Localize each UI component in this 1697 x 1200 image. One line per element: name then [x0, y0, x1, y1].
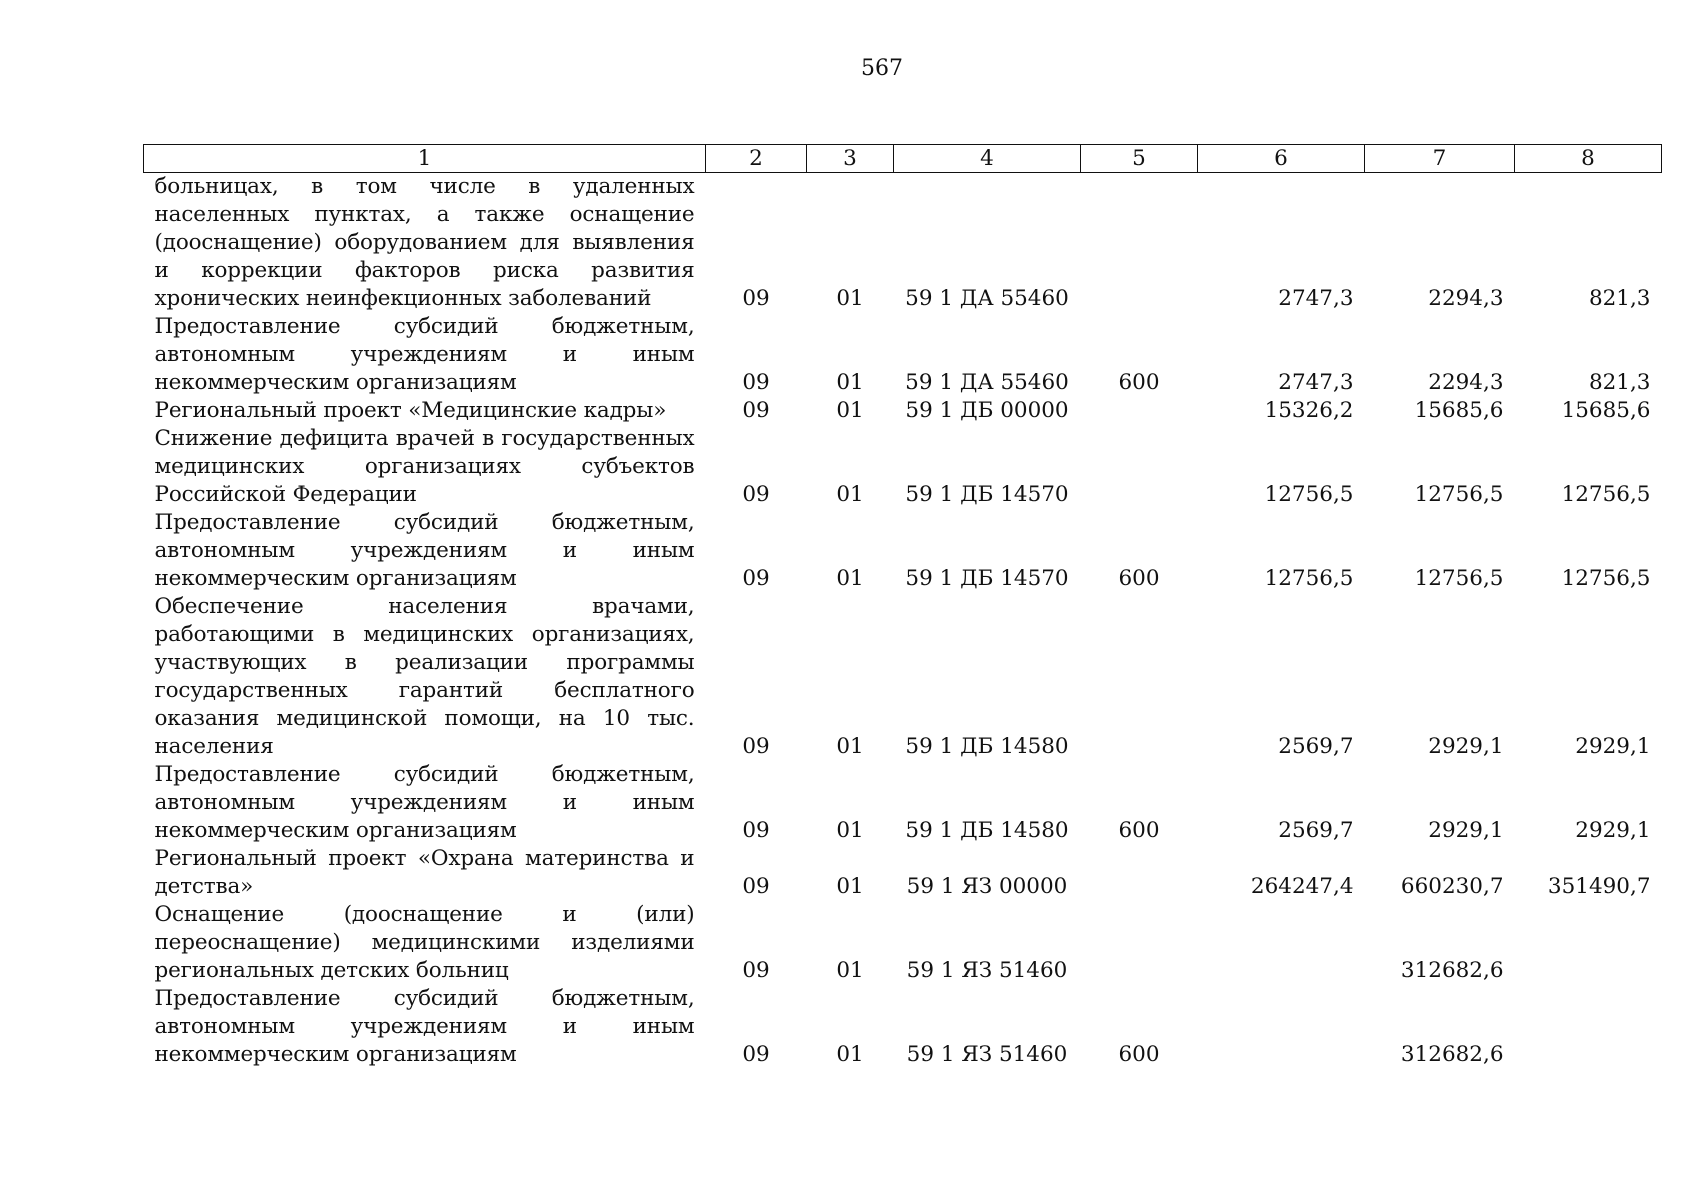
- row-subsection-cell: 01: [836, 874, 864, 899]
- column-header-2: 2: [706, 145, 807, 173]
- table-row: [144, 425, 1662, 509]
- row-name-cell: Региональный проект «Охрана материнства и детства»: [154, 846, 695, 899]
- row-amount-col8-cell: 12756,5: [1561, 566, 1651, 591]
- row-name-cell: Предоставление субсидий бюджетным, автономным учреждениям и иным некоммерческим организациям: [154, 986, 695, 1067]
- row-expense-type-cell: [1081, 397, 1198, 425]
- row-target-article-cell: 59 1 ДА 55460: [905, 370, 1069, 395]
- row-amount-col8-cell: 821,3: [1588, 370, 1651, 395]
- row-amount-col7-cell: 2929,1: [1428, 818, 1504, 843]
- row-amount-col7-cell: 312682,6: [1400, 958, 1504, 983]
- row-name-cell: Оснащение (дооснащение и (или) переоснащение) медицинскими изделиями региональных детских больниц: [154, 902, 695, 983]
- row-subsection-cell: 01: [836, 734, 864, 759]
- row-section-cell: 09: [742, 482, 770, 507]
- row-amount-col6-cell: [1198, 985, 1365, 1069]
- row-amount-col6-cell: 12756,5: [1264, 482, 1354, 507]
- column-header-5: 5: [1081, 145, 1198, 173]
- table-row: [144, 397, 1662, 425]
- row-target-article-cell: 59 1 ДБ 14580: [905, 734, 1069, 759]
- row-section-cell: 09: [742, 874, 770, 899]
- column-header-3: 3: [807, 145, 894, 173]
- row-target-article-cell: 59 1 ДБ 14570: [905, 482, 1069, 507]
- column-header-6: 6: [1198, 145, 1365, 173]
- row-subsection-cell: 01: [836, 482, 864, 507]
- row-amount-col7-cell: 312682,6: [1400, 1042, 1504, 1067]
- row-amount-col6-cell: 2569,7: [1278, 818, 1354, 843]
- row-amount-col7-cell: 12756,5: [1414, 566, 1504, 591]
- row-subsection-cell: 01: [836, 566, 864, 591]
- row-amount-col7-cell: 2294,3: [1428, 370, 1504, 395]
- row-amount-col7-cell: 2294,3: [1428, 286, 1504, 311]
- row-expense-type-cell: 600: [1118, 1042, 1160, 1067]
- row-amount-col7-cell: 15685,6: [1414, 398, 1504, 423]
- row-name-cell: Предоставление субсидий бюджетным, автономным учреждениям и иным некоммерческим организациям: [154, 314, 695, 395]
- row-subsection-cell: 01: [836, 370, 864, 395]
- table-row: [144, 985, 1662, 1069]
- row-name-cell: Предоставление субсидий бюджетным, автономным учреждениям и иным некоммерческим организациям: [154, 762, 695, 843]
- row-amount-col8-cell: [1515, 985, 1662, 1069]
- row-amount-col6-cell: 12756,5: [1264, 566, 1354, 591]
- column-header-8: 8: [1515, 145, 1662, 173]
- row-target-article-cell: 59 1 ДБ 14580: [905, 818, 1069, 843]
- page-number: 567: [861, 56, 903, 81]
- column-header-4: 4: [894, 145, 1081, 173]
- table-header: [144, 145, 1662, 173]
- row-name-cell: Обеспечение населения врачами, работающими в медицинских организациях, участвующих в реализации программы государственных гарантий бесплатного оказания медицинской помощи, на 10 тыс. населения: [154, 594, 695, 759]
- row-amount-col6-cell: 2569,7: [1278, 734, 1354, 759]
- row-section-cell: 09: [742, 1042, 770, 1067]
- table-row: [144, 593, 1662, 761]
- row-subsection-cell: 01: [836, 958, 864, 983]
- row-target-article-cell: 59 1 ЯЗ 51460: [906, 958, 1068, 983]
- row-amount-col8-cell: 15685,6: [1561, 398, 1651, 423]
- table-body: [144, 173, 1662, 1070]
- row-section-cell: 09: [742, 958, 770, 983]
- row-expense-type-cell: 600: [1118, 818, 1160, 843]
- row-amount-col7-cell: 660230,7: [1400, 874, 1504, 899]
- row-section-cell: 09: [742, 370, 770, 395]
- row-expense-type-cell: [1081, 173, 1198, 314]
- row-name-cell: Региональный проект «Медицинские кадры»: [154, 398, 667, 423]
- row-expense-type-cell: 600: [1118, 566, 1160, 591]
- budget-table: [143, 144, 1662, 1069]
- row-expense-type-cell: 600: [1118, 370, 1160, 395]
- table-row: [144, 845, 1662, 901]
- column-header-1: 1: [144, 145, 706, 173]
- row-subsection-cell: 01: [836, 818, 864, 843]
- row-target-article-cell: 59 1 ДА 55460: [905, 286, 1069, 311]
- row-target-article-cell: 59 1 ЯЗ 51460: [906, 1042, 1068, 1067]
- row-amount-col7-cell: 2929,1: [1428, 734, 1504, 759]
- row-target-article-cell: 59 1 ДБ 14570: [905, 566, 1069, 591]
- row-amount-col8-cell: 2929,1: [1575, 818, 1651, 843]
- row-subsection-cell: 01: [836, 1042, 864, 1067]
- table-row: [144, 509, 1662, 593]
- row-subsection-cell: 01: [836, 286, 864, 311]
- row-amount-col6-cell: [1198, 901, 1365, 985]
- row-expense-type-cell: [1081, 425, 1198, 509]
- row-amount-col7-cell: 12756,5: [1414, 482, 1504, 507]
- row-expense-type-cell: [1081, 593, 1198, 761]
- row-expense-type-cell: [1081, 845, 1198, 901]
- row-subsection-cell: 01: [836, 398, 864, 423]
- table-row: [144, 313, 1662, 397]
- column-header-7: 7: [1365, 145, 1515, 173]
- row-amount-col8-cell: [1515, 901, 1662, 985]
- row-section-cell: 09: [742, 286, 770, 311]
- row-section-cell: 09: [742, 818, 770, 843]
- header-row: [144, 145, 1662, 173]
- row-target-article-cell: 59 1 ДБ 00000: [905, 398, 1069, 423]
- table-row: [144, 901, 1662, 985]
- row-amount-col6-cell: 2747,3: [1278, 370, 1354, 395]
- row-amount-col8-cell: 2929,1: [1575, 734, 1651, 759]
- row-name-cell: больницах, в том числе в удаленных населенных пунктах, а также оснащение (дооснащение) оборудованием для выявления и коррекции факторов риска развития хронических неинфекционных заболеваний: [154, 174, 695, 311]
- row-name-cell: Предоставление субсидий бюджетным, автономным учреждениям и иным некоммерческим организациям: [154, 510, 695, 591]
- row-section-cell: 09: [742, 566, 770, 591]
- row-name-cell: Снижение дефицита врачей в государственных медицинских организациях субъектов Российской Федерации: [154, 426, 695, 507]
- table-row: [144, 173, 1662, 314]
- row-amount-col6-cell: 264247,4: [1250, 874, 1354, 899]
- row-amount-col6-cell: 15326,2: [1264, 398, 1354, 423]
- row-expense-type-cell: [1081, 901, 1198, 985]
- row-amount-col8-cell: 12756,5: [1561, 482, 1651, 507]
- row-amount-col6-cell: 2747,3: [1278, 286, 1354, 311]
- row-section-cell: 09: [742, 398, 770, 423]
- table-row: [144, 761, 1662, 845]
- row-target-article-cell: 59 1 ЯЗ 00000: [906, 874, 1068, 899]
- row-amount-col8-cell: 821,3: [1588, 286, 1651, 311]
- row-section-cell: 09: [742, 734, 770, 759]
- row-amount-col8-cell: 351490,7: [1547, 874, 1651, 899]
